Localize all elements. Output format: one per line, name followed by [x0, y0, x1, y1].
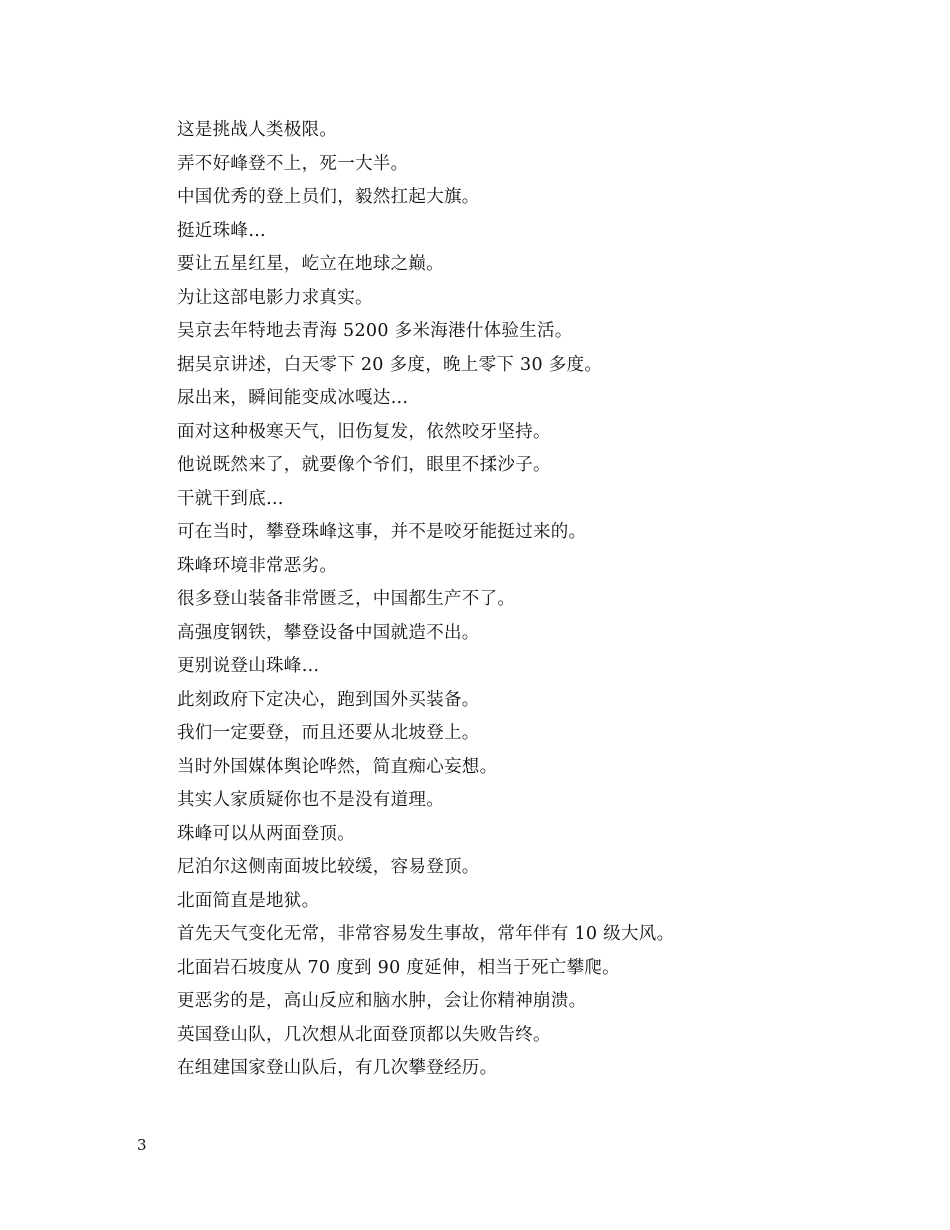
text-line: 此刻政府下定决心，跑到国外买装备。 — [177, 689, 480, 710]
text-line: 中国优秀的登上员们，毅然扛起大旗。 — [177, 187, 480, 207]
text-line: 北面简直是地狱。 — [177, 890, 320, 911]
text-line: 更别说登山珠峰… — [177, 656, 320, 676]
text-line: 在组建国家登山队后，有几次攀登经历。 — [177, 1058, 498, 1078]
text-line: 当时外国媒体舆论哗然，简直痴心妄想。 — [177, 756, 498, 777]
text-line: 珠峰环境非常恶劣。 — [177, 555, 338, 576]
text-line: 北面岩石坡度从 70 度到 90 度延伸，相当于死亡攀爬。 — [177, 957, 620, 978]
text-line: 尼泊尔这侧南面坡比较缓，容易登顶。 — [177, 857, 480, 877]
text-line: 挺近珠峰… — [177, 220, 266, 241]
text-line: 吴京去年特地去青海 5200 多米海港什体验生活。 — [177, 321, 573, 341]
text-line: 高强度钢铁，攀登设备中国就造不出。 — [177, 622, 480, 643]
text-line: 面对这种极寒天气，旧伤复发，依然咬牙坚持。 — [177, 421, 551, 442]
text-line: 首先天气变化无常，非常容易发生事故，常年伴有 10 级大风。 — [177, 924, 675, 944]
text-line: 干就干到底… — [177, 488, 284, 509]
text-line: 其实人家质疑你也不是没有道理。 — [177, 790, 444, 810]
text-line: 他说既然来了，就要像个爷们，眼里不揉沙子。 — [177, 455, 551, 475]
text-line: 据吴京讲述，白天零下 20 多度，晚上零下 30 多度。 — [177, 354, 603, 375]
text-line: 我们一定要登，而且还要从北坡登上。 — [177, 723, 480, 743]
text-line: 很多登山装备非常匮乏，中国都生产不了。 — [177, 589, 516, 609]
text-line: 为让这部电影力求真实。 — [177, 287, 373, 308]
text-line: 珠峰可以从两面登顶。 — [177, 823, 355, 844]
text-line: 尿出来，瞬间能变成冰嘎达… — [177, 388, 409, 408]
body-text — [177, 116, 674, 1088]
text-line: 可在当时，攀登珠峰这事，并不是咬牙能挺过来的。 — [177, 522, 587, 542]
page-number: 3 — [137, 1136, 147, 1154]
text-line: 弄不好峰登不上，死一大半。 — [177, 153, 409, 174]
text-line: 更恶劣的是，高山反应和脑水肿，会让你精神崩溃。 — [177, 991, 587, 1011]
text-line: 要让五星红星，屹立在地球之巅。 — [177, 254, 444, 274]
text-line: 英国登山队，几次想从北面登顶都以失败告终。 — [177, 1024, 551, 1045]
text-line: 这是挑战人类极限。 — [177, 120, 338, 140]
